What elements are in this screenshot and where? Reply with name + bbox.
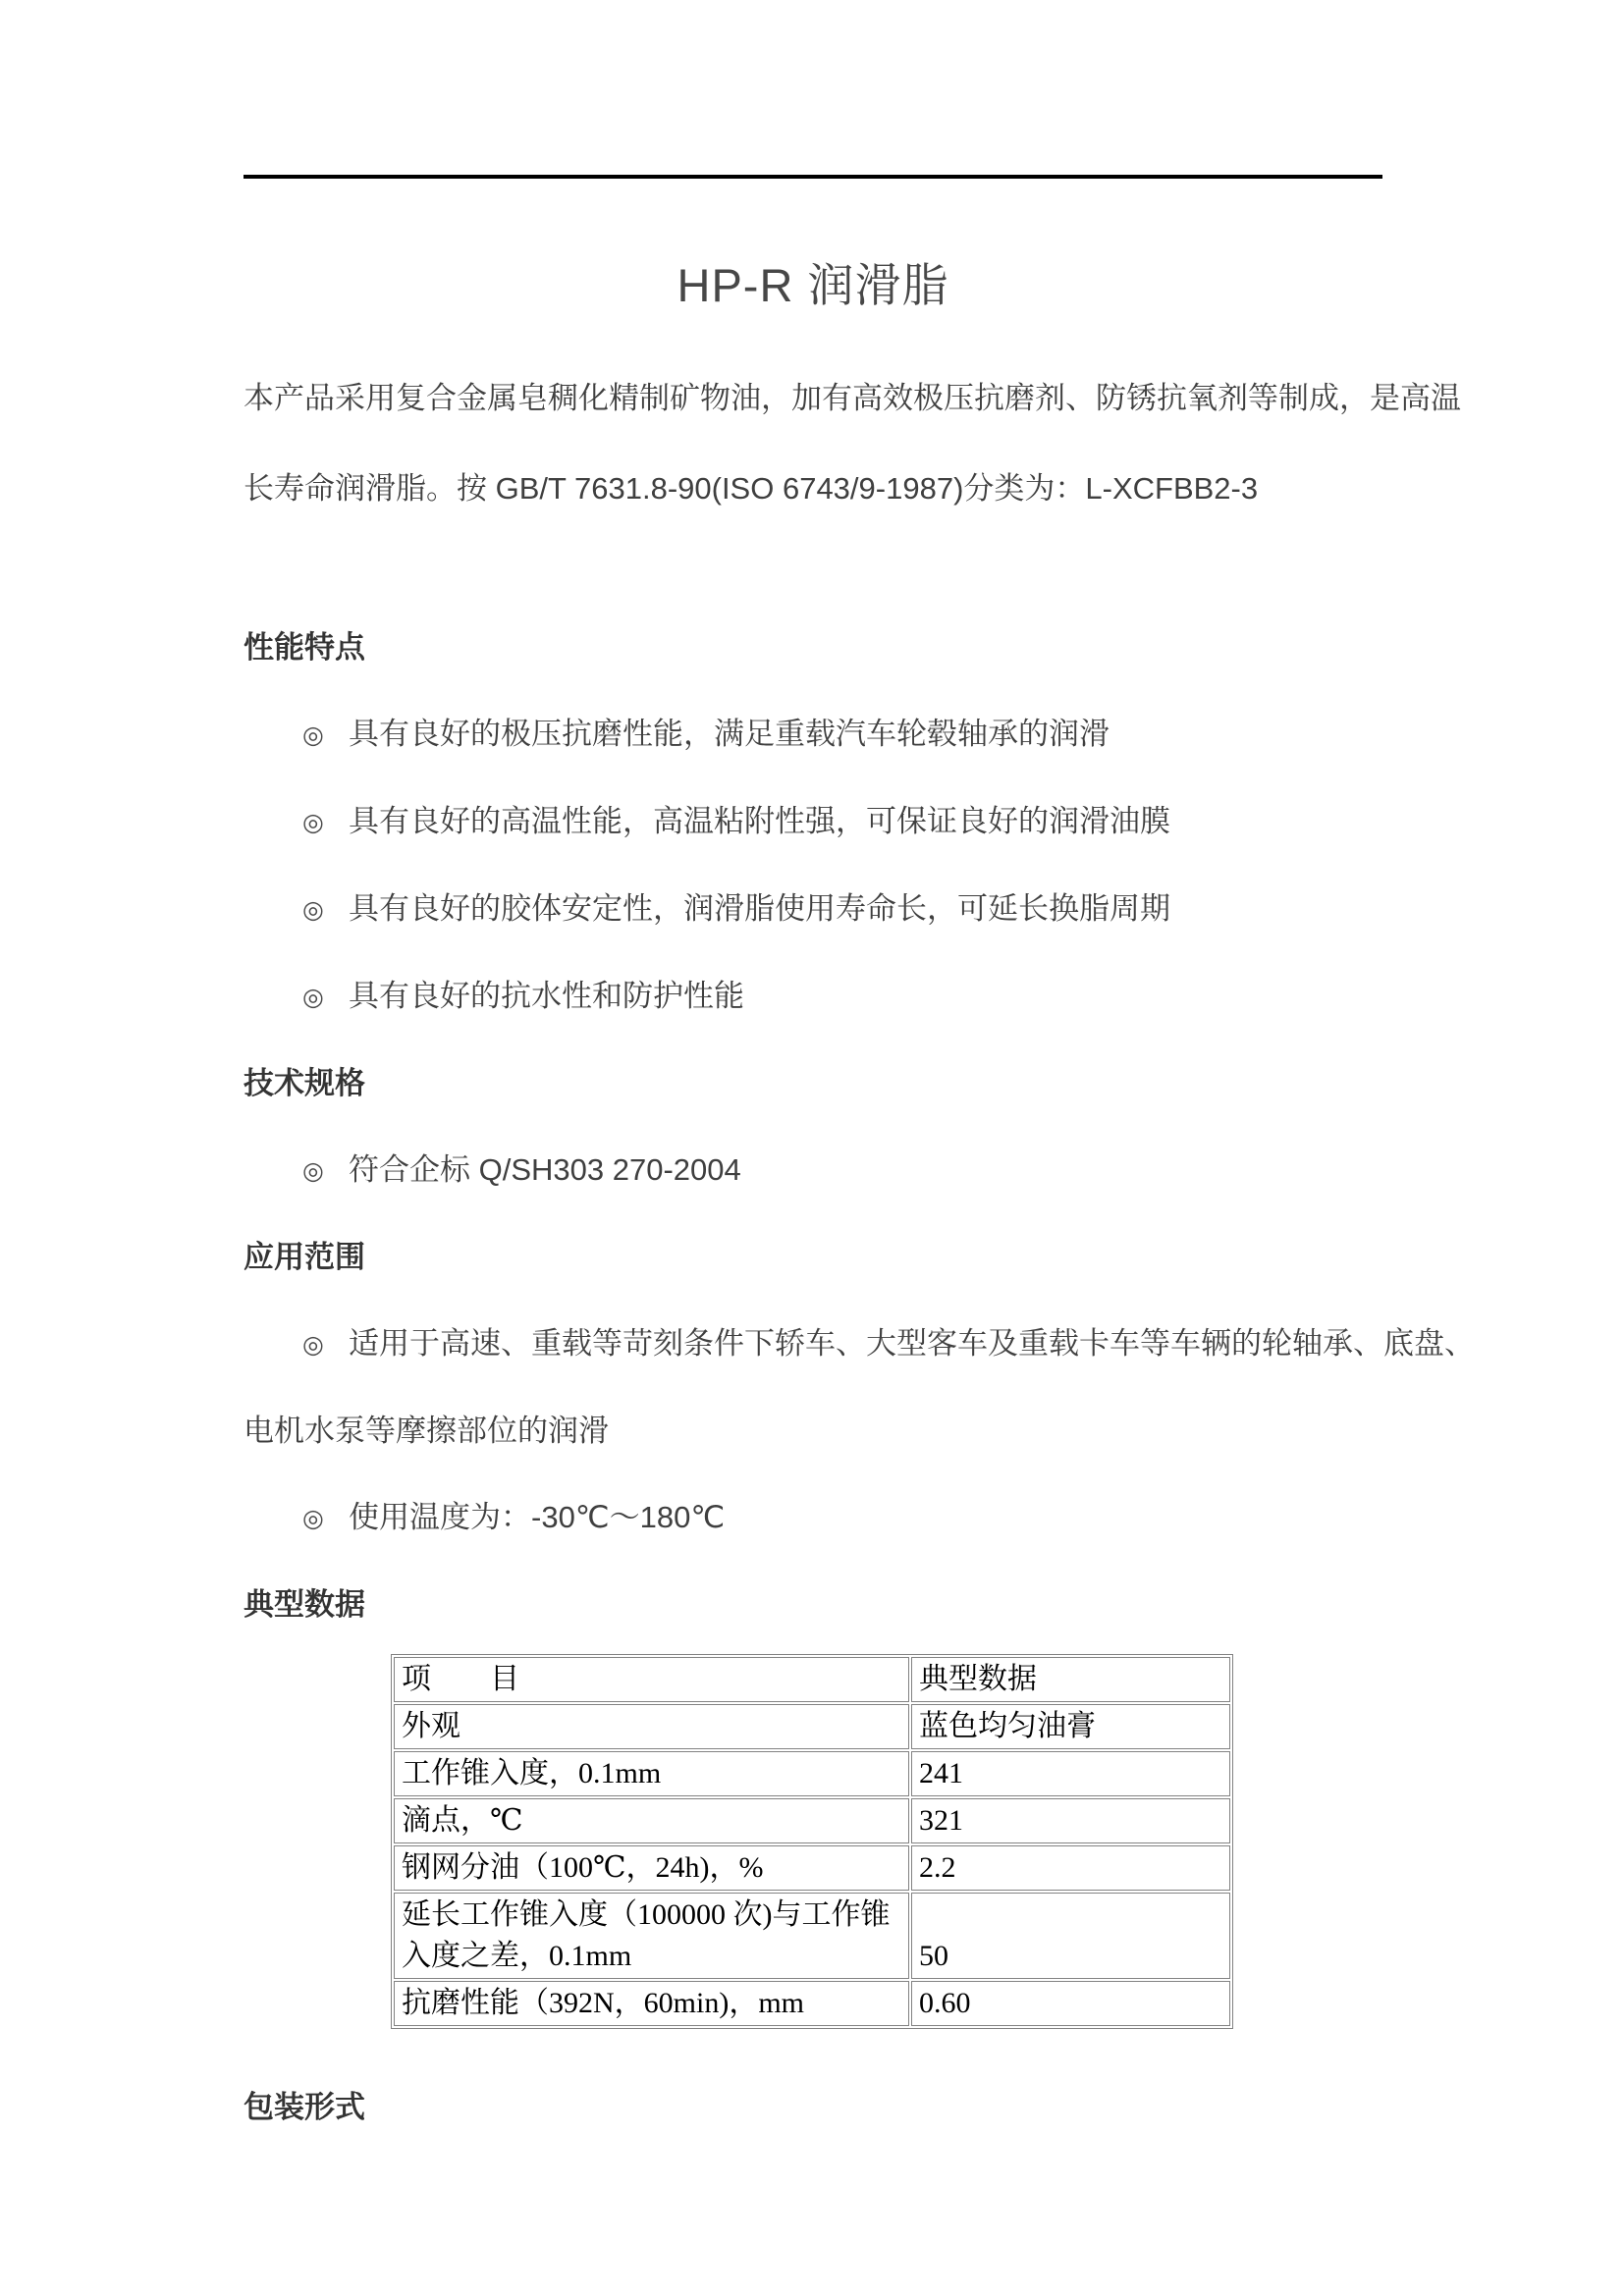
- list-item-text: 具有良好的胶体安定性，润滑脂使用寿命长，可延长换脂周期: [349, 891, 1170, 926]
- table-header-row: [394, 1657, 1230, 1702]
- table-row: [394, 1845, 1230, 1891]
- intro-paragraph: [244, 353, 1461, 534]
- table-row: [394, 1751, 1230, 1796]
- bullet-icon: ◎: [302, 809, 324, 836]
- list-item: [244, 866, 1382, 953]
- table-cell-value: 蓝色均匀油膏: [911, 1704, 1230, 1749]
- table-header-item: 项 目: [394, 1657, 909, 1702]
- intro-line: 本产品采用复合金属皂稠化精制矿物油，加有高效极压抗磨剂、防锈抗氧剂等制成，是高温: [244, 381, 1461, 415]
- section-heading-applications: 应用范围: [244, 1240, 365, 1274]
- typical-data-table: [391, 1654, 1233, 2029]
- section-heading-features: 性能特点: [244, 630, 365, 665]
- top-rule: [244, 175, 1382, 179]
- list-item-text: 适用于高速、重载等苛刻条件下轿车、大型客车及重载卡车等车辆的轮轴承、底盘、: [349, 1326, 1475, 1361]
- bullet-icon: ◎: [302, 984, 324, 1011]
- table-cell-label: 延长工作锥入度（100000 次)与工作锥入度之差，0.1mm: [394, 1893, 909, 1979]
- bullet-icon: ◎: [302, 896, 324, 924]
- bullet-icon: ◎: [302, 1331, 324, 1359]
- table-cell-value: 241: [911, 1751, 1230, 1796]
- list-item-continuation: 电机水泵等摩擦部位的润滑: [244, 1414, 609, 1448]
- list-item: [244, 1301, 1475, 1388]
- list-item: [244, 953, 1382, 1041]
- list-item: [244, 1127, 1382, 1214]
- table-row: [394, 1893, 1230, 1979]
- table-cell-value: 50: [911, 1893, 1230, 1979]
- table-cell-label: 工作锥入度，0.1mm: [394, 1751, 909, 1796]
- list-item: [244, 778, 1382, 866]
- section-heading-packaging: 包装形式: [244, 2090, 365, 2124]
- table-header-value: 典型数据: [911, 1657, 1230, 1702]
- table-cell-value: 321: [911, 1798, 1230, 1843]
- table-cell-value: 0.60: [911, 1981, 1230, 2026]
- list-item-text: 具有良好的高温性能，高温粘附性强，可保证良好的润滑油膜: [349, 804, 1170, 838]
- table-cell-label: 钢网分油（100℃，24h)，%: [394, 1845, 909, 1891]
- bullet-icon: ◎: [302, 721, 324, 749]
- list-item-text: 具有良好的极压抗磨性能，满足重载汽车轮毂轴承的润滑: [349, 717, 1110, 751]
- table-row: [394, 1981, 1230, 2026]
- section-heading-typical-data: 典型数据: [244, 1587, 365, 1622]
- page-title: HP-R 润滑脂: [677, 259, 949, 311]
- list-item-text: 使用温度为：-30℃～180℃: [349, 1500, 726, 1534]
- table-cell-label: 抗磨性能（392N，60min)，mm: [394, 1981, 909, 2026]
- list-item-text: 符合企标 Q/SH303 270-2004: [349, 1152, 741, 1187]
- intro-line: 长寿命润滑脂。按 GB/T 7631.8-90(ISO 6743/9-1987)分类为：L-XCFBB2-3: [244, 471, 1259, 506]
- table-cell-label: 外观: [394, 1704, 909, 1749]
- table-row: [394, 1798, 1230, 1843]
- list-item-text: 具有良好的抗水性和防护性能: [349, 979, 744, 1013]
- list-item: [244, 691, 1382, 778]
- section-heading-specs: 技术规格: [244, 1066, 365, 1100]
- list-item: [244, 1474, 1382, 1562]
- table-cell-value: 2.2: [911, 1845, 1230, 1891]
- bullet-icon: ◎: [302, 1157, 324, 1185]
- bullet-icon: ◎: [302, 1505, 324, 1532]
- table-cell-label: 滴点，℃: [394, 1798, 909, 1843]
- table-row: [394, 1704, 1230, 1749]
